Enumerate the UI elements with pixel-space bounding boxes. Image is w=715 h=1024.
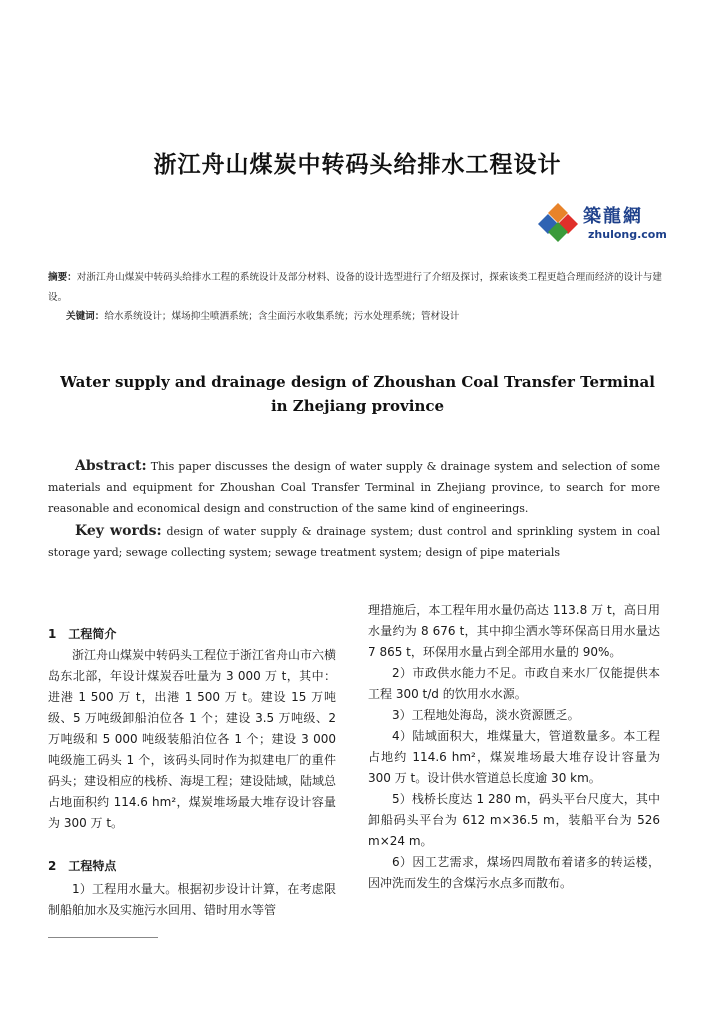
section-2-para-5: 5）栈桥长度达 1 280 m，码头平台尺度大，其中卸船码头平台为 612 m×36.5 m，装船平台为 526 m×24 m。 <box>368 792 660 848</box>
paper-title-cn: 浙江舟山煤炭中转码头给排水工程设计 <box>153 152 562 178</box>
keywords-cn <box>66 310 676 324</box>
keywords-en-text: design of water supply & drainage system; dust control and sprinkling system in coal storage yard; sewage collecting system; sewage treatment system; design of pipe materials <box>48 525 660 559</box>
left-column-top <box>48 624 336 834</box>
footnote-divider <box>48 937 158 938</box>
abstract-cn-label: 摘要： <box>48 272 77 283</box>
section-1-text: 浙江舟山煤炭中转码头工程位于浙江省舟山市六横岛东北部，年设计煤炭吞吐量为 3 000 万 t，其中：进港 1 500 万 t，出港 1 500 万 t。建设 15 万吨级、5 万吨级卸船泊位各 1 个；建设 3.5 万吨级、2 万吨级和 5 000 吨级装船泊位各 1 个；建设 3 000 吨级施工码头 1 个，该码头同时作为拟建电厂的重件码头；建设相应的栈桥、海堤工程；建设陆域，陆域总占地面积约 114.6 hm²，煤炭堆场最大堆存设计容量为 300 万 t。 <box>48 648 337 830</box>
keywords-cn-text: 给水系统设计；煤场抑尘喷洒系统；含尘面污水收集系统；污水处理系统；管材设计 <box>104 311 460 322</box>
paper-title-en <box>0 370 715 418</box>
section-2-para-6: 6）因工艺需求，煤场四周散布着诸多的转运楼，因冲洗而发生的含煤污水点多而散布。 <box>368 855 660 890</box>
section-2-para-1-continued: 理措施后，本工程年用水量仍高达 113.8 万 t，高日用水量约为 8 676 t，其中抑尘洒水等环保高日用水量达 7 865 t，环保用水量占到全部用水量的 90%。 <box>368 603 660 659</box>
section-2-para-3: 3）工程地处海岛，淡水资源匮乏。 <box>392 708 580 722</box>
abstract-cn-text: 对浙江舟山煤炭中转码头给排水工程的系统设计及部分材料、设备的设计选型进行了介绍及探讨，探索该类工程更趋合理而经济的设计与建设。 <box>48 272 662 303</box>
right-column <box>368 600 660 894</box>
keywords-cn-label: 关键词： <box>66 311 105 322</box>
zhulong-logo-icon <box>538 202 578 242</box>
section-1-heading: 1 工程简介 <box>48 627 117 641</box>
logo-domain: zhulong.com <box>588 228 667 241</box>
abstract-cn <box>48 268 676 308</box>
publisher-logo <box>538 200 688 248</box>
section-2-para-1: 1）工程用水量大。根据初步设计计算，在考虑限制船舶加水及实施污水回用、错时用水等管 <box>48 882 336 917</box>
section-2-para-2: 2）市政供水能力不足。市政自来水厂仅能提供本工程 300 t/d 的饮用水水源。 <box>368 666 660 701</box>
section-2-heading: 2 工程特点 <box>48 859 117 873</box>
abstract-en <box>48 456 660 519</box>
keywords-en-label: Key words: <box>75 523 162 539</box>
section-2-para-4: 4）陆域面积大，堆煤量大，管道数量多。本工程占地约 114.6 hm²，煤炭堆场最大堆存设计容量为 300 万 t。设计供水管道总长度逾 30 km。 <box>368 729 660 785</box>
abstract-en-text: This paper discusses the design of water supply & drainage system and selection of some materials and equipment for Zhoushan Coal Transfer Terminal in Zhejiang province, to search for more reasonable and economical design and construction of the same kind of engineerings. <box>48 460 661 515</box>
abstract-en-label: Abstract: <box>75 458 147 474</box>
abstract-en-block <box>48 456 660 563</box>
paper-title-en-line2: in Zhejiang province <box>270 397 445 415</box>
left-column-bottom <box>48 856 336 921</box>
keywords-en <box>48 521 660 563</box>
paper-title-en-line1: Water supply and drainage design of Zhoushan Coal Transfer Terminal <box>60 373 655 391</box>
logo-name-cn: 築龍網 <box>583 206 643 227</box>
